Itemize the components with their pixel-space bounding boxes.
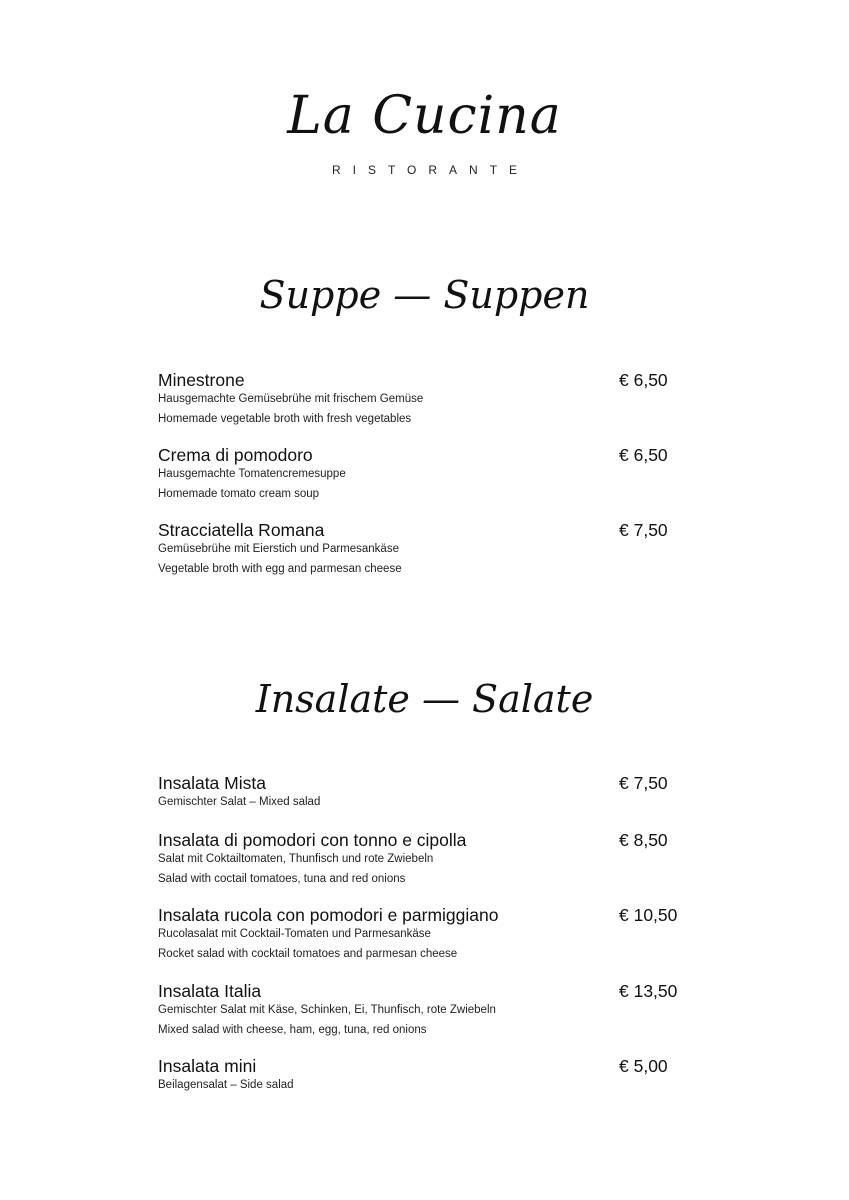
dish-description-de: Hausgemachte Tomatencremesuppe <box>158 468 346 480</box>
dish-description-en: Homemade vegetable broth with fresh vegetables <box>158 412 412 425</box>
dish-description-en: Salad with coctail tomatoes, tuna and red onions <box>158 872 406 885</box>
menu-item <box>158 981 698 1040</box>
dish-name: Stracciatella Romana <box>158 520 325 540</box>
dish-price: € 7,50 <box>619 773 668 793</box>
menu-item <box>158 1056 698 1096</box>
dish-name: Crema di pomodoro <box>158 445 313 465</box>
dish-description-de: Gemischter Salat mit Käse, Schinken, Ei, Thunfisch, rote Zwiebeln <box>158 1004 496 1016</box>
dish-name: Insalata rucola con pomodori e parmiggiano <box>158 905 499 925</box>
dish-name: Insalata mini <box>158 1056 257 1076</box>
dish-name: Minestrone <box>158 370 245 390</box>
dish-description-en: Rocket salad with cocktail tomatoes and parmesan cheese <box>158 947 458 960</box>
menu-item <box>158 520 698 579</box>
dish-price: € 8,50 <box>619 830 668 850</box>
dish-price: € 5,00 <box>619 1056 668 1076</box>
dish-name: Insalata Italia <box>158 981 262 1001</box>
menu-item <box>158 905 698 964</box>
dish-description: Gemischter Salat – Mixed salad <box>158 796 321 808</box>
section-heading-soups: Suppe — Suppen <box>259 273 590 317</box>
dish-description-de: Gemüsebrühe mit Eierstich und Parmesankäse <box>158 543 399 555</box>
restaurant-subtitle: RISTORANTE <box>331 163 530 177</box>
dish-description-en: Homemade tomato cream soup <box>158 487 320 500</box>
dish-description-en: Mixed salad with cheese, ham, egg, tuna, red onions <box>158 1023 427 1036</box>
dish-price: € 6,50 <box>619 445 668 465</box>
menu-item <box>158 370 698 429</box>
dish-name: Insalata di pomodori con tonno e cipolla <box>158 830 467 850</box>
dish-price: € 13,50 <box>619 981 678 1001</box>
section-heading-salads: Insalate — Salate <box>255 677 594 721</box>
dish-price: € 6,50 <box>619 370 668 390</box>
dish-price: € 7,50 <box>619 520 668 540</box>
dish-name: Insalata Mista <box>158 773 266 793</box>
dish-price: € 10,50 <box>619 905 678 925</box>
dish-description-en: Vegetable broth with egg and parmesan cheese <box>158 562 402 575</box>
dish-description-de: Salat mit Coktailtomaten, Thunfisch und rote Zwiebeln <box>158 853 434 865</box>
menu-item <box>158 830 698 889</box>
menu-item <box>158 445 698 504</box>
dish-description: Beilagensalat – Side salad <box>158 1079 294 1091</box>
menu-item <box>158 773 698 813</box>
dish-description-de: Rucolasalat mit Cocktail-Tomaten und Parmesankäse <box>158 928 431 940</box>
dish-description-de: Hausgemachte Gemüsebrühe mit frischem Gemüse <box>158 393 424 405</box>
restaurant-logo-title: La Cucina <box>287 86 562 146</box>
